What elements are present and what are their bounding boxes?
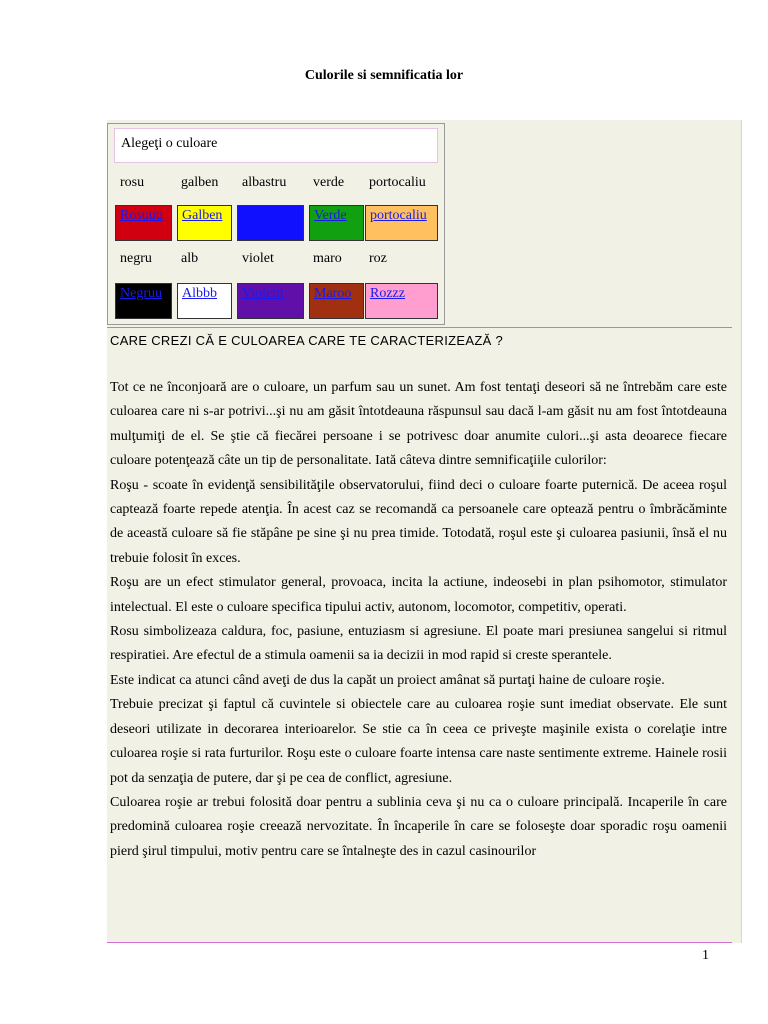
paragraph: Tot ce ne înconjoară are o culoare, un parfum sau un sunet. Am fost tentaţi deseori să ne întrebăm care este culoarea care ni s-ar potrivi...şi nu am găsit întotdeauna răspunsul sau dacă l-am găsit nu am fost întotdeauna mulţumiţi de el. Se ştie că fiecărei persoane i se potrivesc doar anumite culori...şi asta deoarece fiecare culoare potenţează câte un tip de personalitate. Iată câteva dintre semnificaţiile culorilor:: [110, 380, 727, 469]
color-name-label: alb: [181, 251, 199, 266]
paragraph: Trebuie precizat şi faptul că cuvintele si obiectele care au culoarea roşie sunt imediat observate. Ele sunt deseori utilizate in decorarea interioarelor. Se stie ca în ceea ce priveşte maşinile exista o corelaţie intre culoarea roşie si rata furturilor. Roşu este o culoare foarte intensa care naste sentimente extreme. Hainele rosii pot da senzaţia de putere, dar şi pe cea de conflict, agresiune.: [110, 697, 727, 786]
color-name-label: verde: [313, 175, 345, 190]
color-name-label: portocaliu: [369, 175, 426, 190]
color-name-label: roz: [369, 251, 387, 266]
swatch-roz[interactable]: [365, 283, 438, 319]
swatch-link[interactable]: Verde: [314, 208, 347, 223]
section-heading: CARE CREZI CĂ E CULOAREA CARE TE CARACTERIZEAZĂ ?: [110, 333, 503, 348]
color-name-label: maro: [313, 251, 342, 266]
choose-color-header: Alegeţi o culoare: [114, 128, 438, 163]
page-title: Culorile si semnificatia lor: [304, 68, 464, 83]
article-body: [110, 330, 727, 864]
swatch-portocaliu[interactable]: [365, 205, 438, 241]
swatch-maro[interactable]: [309, 283, 364, 319]
swatch-alb[interactable]: [177, 283, 232, 319]
paragraph: Este indicat ca atunci când aveţi de dus la capăt un proiect amânat să purtaţi haine de culoare roşie.: [110, 672, 665, 688]
swatch-verde[interactable]: [309, 205, 364, 241]
swatch-link[interactable]: Galben: [182, 208, 223, 223]
color-name-label: negru: [120, 251, 152, 266]
top-divider: [107, 327, 732, 328]
swatch-rosu[interactable]: [115, 205, 172, 241]
page-number: 1: [702, 948, 709, 963]
swatch-albastru[interactable]: [237, 205, 304, 241]
bottom-divider: [107, 942, 732, 943]
paragraph: Rosu simbolizeaza caldura, foc, pasiune, entuziasm si agresiune. El poate mari presiunea sangelui si ritmul respiratiei. Are efectul de a stimula oamenii sa ia decizii in mod rapid si creste sperantele.: [110, 624, 727, 664]
paragraph: Roşu are un efect stimulator general, provoaca, incita la actiune, indeosebi in plan psihomotor, stimulator intelectual. El este o culoare specifica tipului activ, autonom, locomotor, competitiv, operati.: [110, 575, 727, 615]
swatch-link[interactable]: Maroo: [314, 286, 352, 301]
color-name-label: galben: [181, 175, 219, 190]
swatch-negru[interactable]: [115, 283, 172, 319]
swatch-violet[interactable]: [237, 283, 304, 319]
swatch-link[interactable]: Albbb: [182, 286, 217, 301]
paragraph: Culoarea roşie ar trebui folosită doar pentru a sublinia ceva şi nu ca o culoare principală. Incaperile în care predomină culoarea roşie creează nervozitate. În încaperile în care se foloseşte doar sporadic roşu oamenii pierd şirul timpului, motiv pentru care se întalneşte des in cazul casinourilor: [110, 794, 727, 859]
color-name-label: albastru: [242, 175, 287, 190]
color-name-label: rosu: [120, 175, 145, 190]
swatch-galben[interactable]: [177, 205, 232, 241]
color-name-label: violet: [242, 251, 274, 266]
swatch-link[interactable]: Negruu: [120, 286, 162, 301]
swatch-link[interactable]: Rozzz: [370, 286, 405, 301]
paragraph: Roşu - scoate în evidenţă sensibilităţile observatorului, fiind deci o culoare foarte puternică. De aceea roşul captează foarte repede atenţia. În acest caz se recomandă ca persoanele care optează pentru o îmbrăcăminte de această culoare să fie stăpâne pe sine şi nu prea timide. Totodată, roşul este şi culoarea pasiunii, însă el nu trebuie folosit în exces.: [110, 477, 727, 566]
swatch-link[interactable]: Rosuuu: [120, 208, 163, 223]
swatch-link[interactable]: Violettt: [242, 286, 284, 301]
swatch-link[interactable]: portocaliu: [370, 208, 427, 223]
